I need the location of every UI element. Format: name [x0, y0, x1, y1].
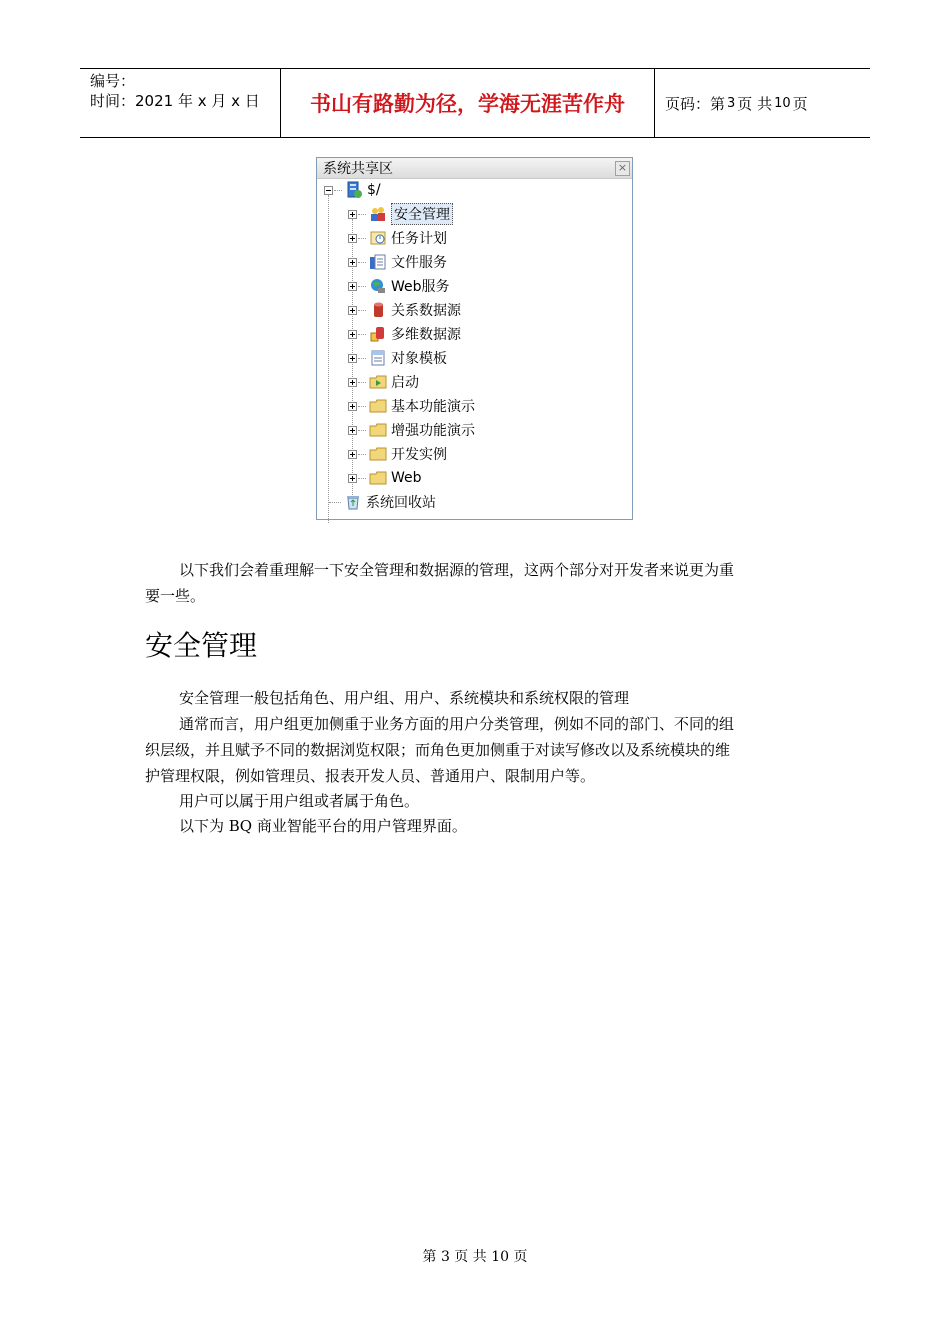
task-schedule-icon	[369, 229, 387, 247]
intro-line2: 要一些。	[145, 587, 206, 605]
header-meta	[80, 69, 281, 137]
multidim-datasource-icon	[369, 325, 387, 343]
paragraph-1: 安全管理一般包括角色、用户组、用户、系统模块和系统权限的管理	[179, 689, 630, 707]
section-heading: 安全管理	[145, 629, 258, 662]
tree-item-startup[interactable]	[348, 371, 419, 393]
folder-icon	[369, 469, 387, 487]
time-label: 时间：2021 年 x 月 x 日	[90, 92, 260, 110]
expand-icon[interactable]	[348, 282, 357, 291]
page-suffix: 页	[792, 94, 808, 113]
tree-item-relational[interactable]	[348, 299, 461, 321]
tree-item-label: Web	[391, 470, 422, 486]
tree-root[interactable]	[324, 179, 381, 201]
page-footer: 第 3 页 共 10 页	[422, 1249, 528, 1265]
security-users-icon	[369, 205, 387, 223]
expand-icon[interactable]	[348, 402, 357, 411]
relational-datasource-icon	[369, 301, 387, 319]
file-service-icon	[369, 253, 387, 271]
intro-line1: 以下我们会着重理解一下安全管理和数据源的管理，这两个部分对开发者来说更为重	[179, 561, 735, 579]
tree-item-label: 基本功能演示	[391, 399, 475, 415]
tree-item-dev-examples[interactable]	[348, 443, 447, 465]
tree-item-label: 任务计划	[391, 231, 447, 247]
close-icon[interactable]: ×	[615, 161, 630, 176]
recycle-bin-icon	[344, 493, 362, 511]
paragraph-4: 以下为 BQ 商业智能平台的用户管理界面。	[179, 817, 467, 835]
web-service-globe-icon	[369, 277, 387, 295]
panel-title: 系统共享区	[323, 161, 393, 177]
tree-item-label: 关系数据源	[391, 303, 461, 319]
tree-item-web-service[interactable]	[348, 275, 450, 297]
collapse-icon[interactable]	[324, 186, 333, 195]
tree-item-security[interactable]	[348, 203, 453, 225]
page-current: 3	[727, 95, 736, 111]
tree-item-recycle-bin[interactable]	[328, 491, 436, 513]
tree-item-label: 增强功能演示	[391, 423, 475, 439]
number-label: 编号：	[90, 72, 136, 90]
tree-item-multidim[interactable]	[348, 323, 461, 345]
tree-item-label: 多维数据源	[391, 327, 461, 343]
shared-area-panel	[316, 157, 633, 520]
folder-icon	[369, 421, 387, 439]
tree-item-task[interactable]	[348, 227, 447, 249]
tree-item-label: Web服务	[391, 279, 450, 295]
page-total: 10	[774, 95, 791, 111]
server-icon	[345, 181, 363, 199]
page-header	[80, 68, 870, 138]
tree-item-label: 安全管理	[391, 203, 453, 225]
tree-item-file-service[interactable]	[348, 251, 447, 273]
folder-icon	[369, 445, 387, 463]
paragraph-2-line1: 通常而言，用户组更加侧重于业务方面的用户分类管理，例如不同的部门、不同的组	[179, 715, 735, 733]
tree-item-basic-demo[interactable]	[348, 395, 475, 417]
expand-icon[interactable]	[348, 306, 357, 315]
paragraph-2-line3: 护管理权限，例如管理员、报表开发人员、普通用户、限制用户等。	[145, 767, 596, 785]
expand-icon[interactable]	[348, 378, 357, 387]
expand-icon[interactable]	[348, 234, 357, 243]
paragraph-3: 用户可以属于用户组或者属于角色。	[179, 792, 420, 810]
tree-item-label: 文件服务	[391, 255, 447, 271]
expand-icon[interactable]	[348, 330, 357, 339]
page-prefix: 页码：第	[665, 94, 726, 113]
expand-icon[interactable]	[348, 474, 357, 483]
tree-item-web[interactable]	[348, 467, 422, 489]
folder-icon	[369, 397, 387, 415]
expand-icon[interactable]	[348, 450, 357, 459]
tree-item-label: 开发实例	[391, 447, 447, 463]
tree-item-enhanced-demo[interactable]	[348, 419, 475, 441]
page-mid: 页 共	[737, 94, 773, 113]
expand-icon[interactable]	[348, 426, 357, 435]
expand-icon[interactable]	[348, 210, 357, 219]
tree-item-label: 系统回收站	[366, 495, 436, 511]
startup-folder-icon	[369, 373, 387, 391]
header-motto: 书山有路勤为径，学海无涯苦作舟	[281, 69, 655, 137]
expand-icon[interactable]	[348, 258, 357, 267]
paragraph-2-line2: 织层级，并且赋予不同的数据浏览权限；而角色更加侧重于对读写修改以及系统模块的维	[145, 741, 731, 759]
tree-root-label: $/	[367, 182, 381, 198]
expand-icon[interactable]	[348, 354, 357, 363]
tree-item-template[interactable]	[348, 347, 447, 369]
tree-item-label: 启动	[391, 375, 419, 391]
object-template-icon	[369, 349, 387, 367]
tree-item-label: 对象模板	[391, 351, 447, 367]
panel-titlebar	[317, 158, 632, 179]
header-page-info	[655, 69, 870, 137]
